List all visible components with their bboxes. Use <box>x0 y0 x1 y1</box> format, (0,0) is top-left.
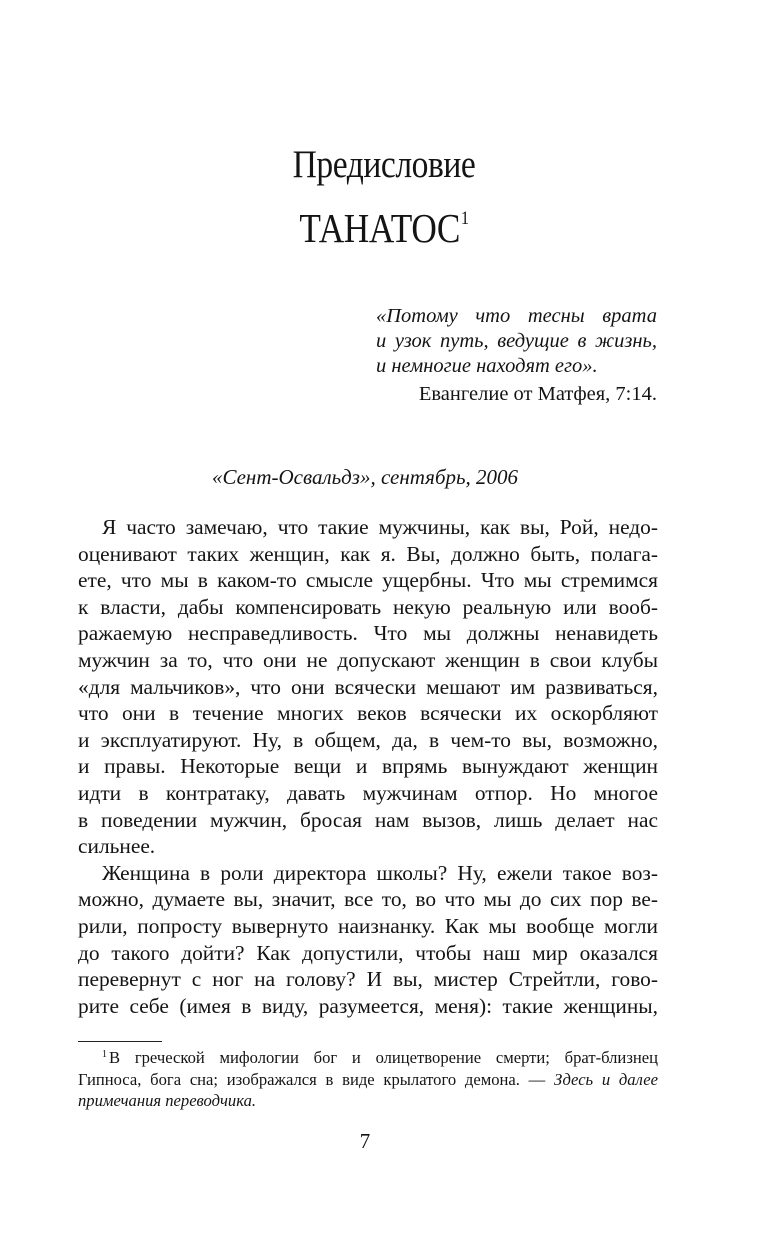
footnote-mark: 1 <box>102 1049 107 1060</box>
footnote-line <box>78 1047 658 1069</box>
dateline: «Сент-Освальдз», сентябрь, 2006 <box>211 465 519 489</box>
text-line: к власти, дабы компенсировать некую реальную или вооб- <box>78 594 658 619</box>
footnote-reference[interactable]: 1 <box>460 208 469 229</box>
text-line: перевернут с ног на голову? И вы, мистер Стрейтли, гово- <box>78 967 658 992</box>
text-line: и эксплуатируют. Ну, в общем, да, в чем-то вы, возможно, <box>78 727 658 752</box>
footnote-italic-text: примечания переводчика. <box>78 1091 257 1110</box>
text-line: сильнее. <box>78 834 156 859</box>
body-text <box>78 514 658 1019</box>
epigraph-line: и узок путь, ведущие в жизнь, <box>376 330 657 352</box>
text-line: идти в контратаку, давать мужчинам отпор. Но многое <box>78 780 658 805</box>
chapter-title <box>54 203 714 253</box>
epigraph-line: «Потому что тесны врата <box>376 305 657 327</box>
chapter-title-text: ТАНАТОС <box>299 205 460 251</box>
text-line: Я часто замечаю, что такие мужчины, как вы, Рой, недо- <box>102 515 658 539</box>
page-number: 7 <box>359 1129 371 1153</box>
footnote-italic-text: Здесь и далее <box>554 1069 658 1089</box>
epigraph-line: и немногие находят его». <box>376 355 598 377</box>
text-line: можно, думаете вы, значит, все то, во что мы до сих пор ве- <box>78 887 658 912</box>
text-line: «для мальчиков», что они всячески мешают им развиваться, <box>78 674 658 699</box>
footnote-divider <box>78 1041 162 1042</box>
text-line: оценивают таких женщин, как я. Вы, должно быть, полага- <box>78 541 658 566</box>
footnote-text: Гипноса, бога сна; изображался в виде крылатого демона. — <box>78 1069 555 1089</box>
footnote-line <box>78 1069 658 1091</box>
text-line: мужчин за то, что они не допускают женщин в свои клубы <box>78 647 658 672</box>
footnote <box>78 1047 658 1112</box>
text-line: ете, что мы в каком-то смысле ущербны. Что мы стремимся <box>78 568 658 593</box>
footnote-line <box>78 1090 658 1112</box>
epigraph-source: Евангелие от Матфея, 7:14. <box>418 383 657 405</box>
text-line: в поведении мужчин, бросая нам вызов, лишь делает нас <box>78 807 658 832</box>
epigraph-quote <box>376 304 657 379</box>
text-line: что они в течение многих веков всячески их оскорбляют <box>78 701 658 726</box>
text-line: рили, попросту вывернуто наизнанку. Как мы вообще могли <box>78 913 658 938</box>
text-line: рите себе (имея в виду, разумеется, меня): такие женщины, <box>78 993 658 1018</box>
text-line: и правы. Некоторые вещи и впрямь вынуждают женщин <box>78 754 658 779</box>
footnote-text: В греческой мифологии бог и олицетворение смерти; брат-близнец <box>109 1048 658 1067</box>
preface-title: Предисловие <box>292 143 476 186</box>
text-line: до такого дойти? Как допустили, чтобы наш мир оказался <box>78 940 658 965</box>
text-line: Женщина в роли директора школы? Ну, ежели такое воз- <box>102 860 658 885</box>
text-line: ражаемую несправедливость. Что мы должны ненавидеть <box>78 621 658 646</box>
